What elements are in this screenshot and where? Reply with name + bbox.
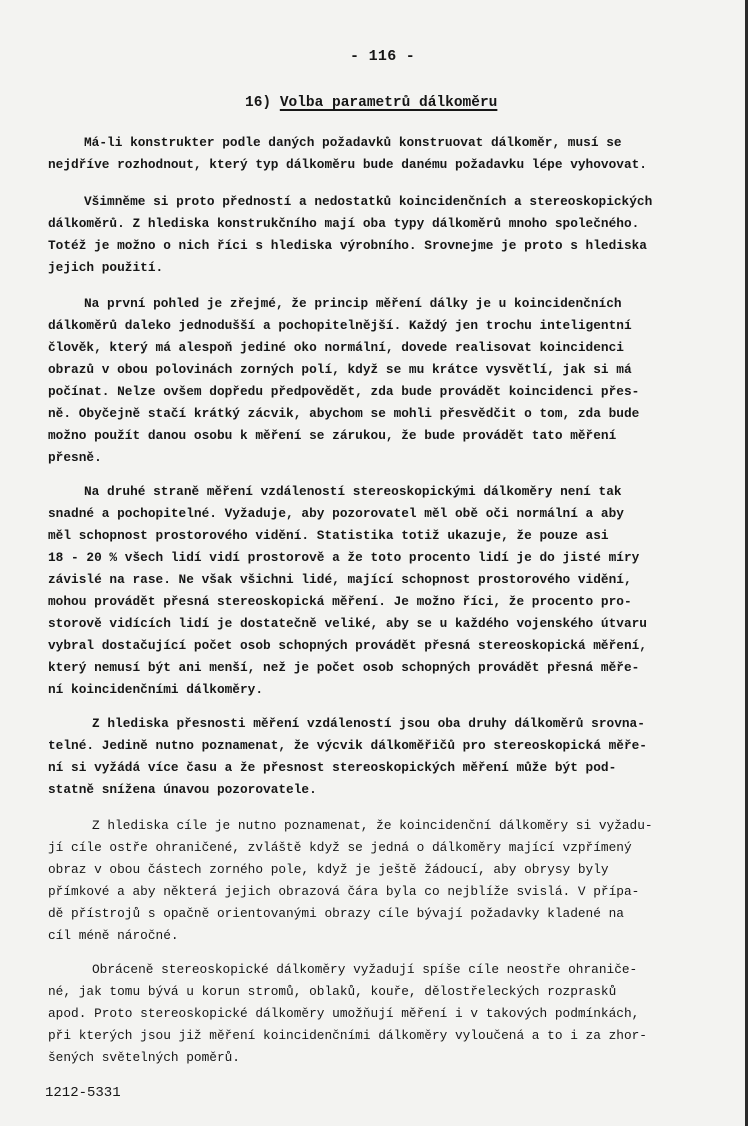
text-line: storově vidících lidí je dostatečně veliké, aby se u každého vojenského útvaru — [48, 616, 647, 631]
text-line: Z hlediska přesnosti měření vzdáleností jsou oba druhy dálkoměrů srovna- — [92, 716, 645, 731]
text-line: apod. Proto stereoskopické dálkoměry umožňují měření i v takových podmínkách, — [48, 1006, 640, 1021]
text-line: vybral dostačující počet osob schopných provádět přesná stereoskopická měření, — [48, 638, 647, 653]
text-line: obraz v obou částech zorného pole, když je ještě žádoucí, aby obrysy byly — [48, 862, 609, 877]
text-line: snadné a pochopitelné. Vyžaduje, aby pozorovatel měl obě oči normální a aby — [48, 506, 624, 521]
text-line: Obráceně stereoskopické dálkoměry vyžadují spíše cíle neostře ohraniče- — [92, 962, 638, 977]
text-line: telné. Jedině nutno poznamenat, že výcvik dálkoměřičů pro stereoskopická měře- — [48, 738, 647, 753]
section-number: 16) — [245, 95, 272, 111]
text-line: ně. Obyčejně stačí krátký zácvik, abychom se mohli přesvědčit o tom, zda bude — [48, 406, 640, 421]
text-line: ní koincidenčními dálkoměry. — [48, 682, 264, 697]
text-line: který nemusí být ani menší, než je počet osob schopných provádět přesná měře- — [48, 660, 640, 675]
text-line: Všimněme si proto předností a nedostatků koincidenčních a stereoskopických — [84, 194, 653, 209]
text-line: přímkové a aby některá jejich obrazová čára byla co nejblíže svislá. V přípa- — [48, 884, 640, 899]
text-line: přesně. — [48, 450, 102, 465]
document-code: 1212-5331 — [45, 1085, 121, 1101]
text-line: nejdříve rozhodnout, který typ dálkoměru bude danému požadavku lépe vyhovovat. — [48, 157, 647, 172]
text-line: Na druhé straně měření vzdáleností stereoskopickými dálkoměry není tak — [84, 484, 622, 499]
text-line: jejich použití. — [48, 260, 164, 275]
text-line: ní si vyžádá více času a že přesnost stereoskopických měření může být pod- — [48, 760, 617, 775]
text-line: počínat. Nelze ovšem dopředu předpovědět, zda bude provádět koincidenci přes- — [48, 384, 640, 399]
text-line: cíl méně náročné. — [48, 928, 179, 943]
text-line: člověk, který má alespoň jediné oko normální, dovede realisovat koincidenci — [48, 340, 624, 355]
section-title-text: Volba parametrů dálkoměru — [279, 95, 498, 111]
text-line: při kterých jsou již měření koincidenčními dálkoměry vyloučená a to i za zhor- — [48, 1028, 647, 1043]
text-line: obrazů v obou polovinách zorných polí, když se mu krátce vysvětlí, jak si má — [48, 362, 632, 377]
text-line: dálkoměrů daleko jednodušší a pochopitelnější. Každý jen trochu inteligentní — [48, 318, 632, 333]
text-line: jí cíle ostře ohraničené, zvláště když se jedná o dálkoměry mající vzpřímený — [48, 840, 632, 855]
text-line: dě přístrojů s opačně orientovanými obrazy cíle bývají požadavky kladené na — [48, 906, 624, 921]
text-line: né, jak tomu bývá u korun stromů, oblaků, kouře, dělostřeleckých rozprasků — [48, 984, 617, 999]
text-line: mohou provádět přesná stereoskopická měření. Je možno říci, že procento pro- — [48, 594, 632, 609]
text-line: dálkoměrů. Z hlediska konstrukčního mají oba typy dálkoměrů mnoho společného. — [48, 216, 640, 231]
text-line: Totéž je možno o nich říci s hlediska výrobního. Srovnejme je proto s hlediska — [48, 238, 647, 253]
text-line: závislé na rase. Ne však všichni lidé, mající schopnost prostorového vidění, — [48, 572, 632, 587]
text-line: statně snížena únavou pozorovatele. — [48, 782, 317, 797]
text-line: možno použít danou osobu k měření se zárukou, že bude provádět tato měření — [48, 428, 617, 443]
text-line: měl schopnost prostorového vidění. Statistika totiž ukazuje, že pouze asi — [48, 528, 609, 543]
text-line: Má-li konstrukter podle daných požadavků konstruovat dálkoměr, musí se — [84, 135, 622, 150]
text-line: Z hlediska cíle je nutno poznamenat, že koincidenční dálkoměry si vyžadu- — [92, 818, 653, 833]
section-title — [245, 95, 497, 111]
text-line: šených světelných poměrů. — [48, 1050, 240, 1065]
page-number: - 116 - — [350, 48, 416, 65]
text-line: Na první pohled je zřejmé, že princip měření dálky je u koincidenčních — [84, 296, 622, 311]
text-line: 18 - 20 % všech lidí vidí prostorově a že toto procento lidí je do jisté míry — [48, 550, 640, 565]
